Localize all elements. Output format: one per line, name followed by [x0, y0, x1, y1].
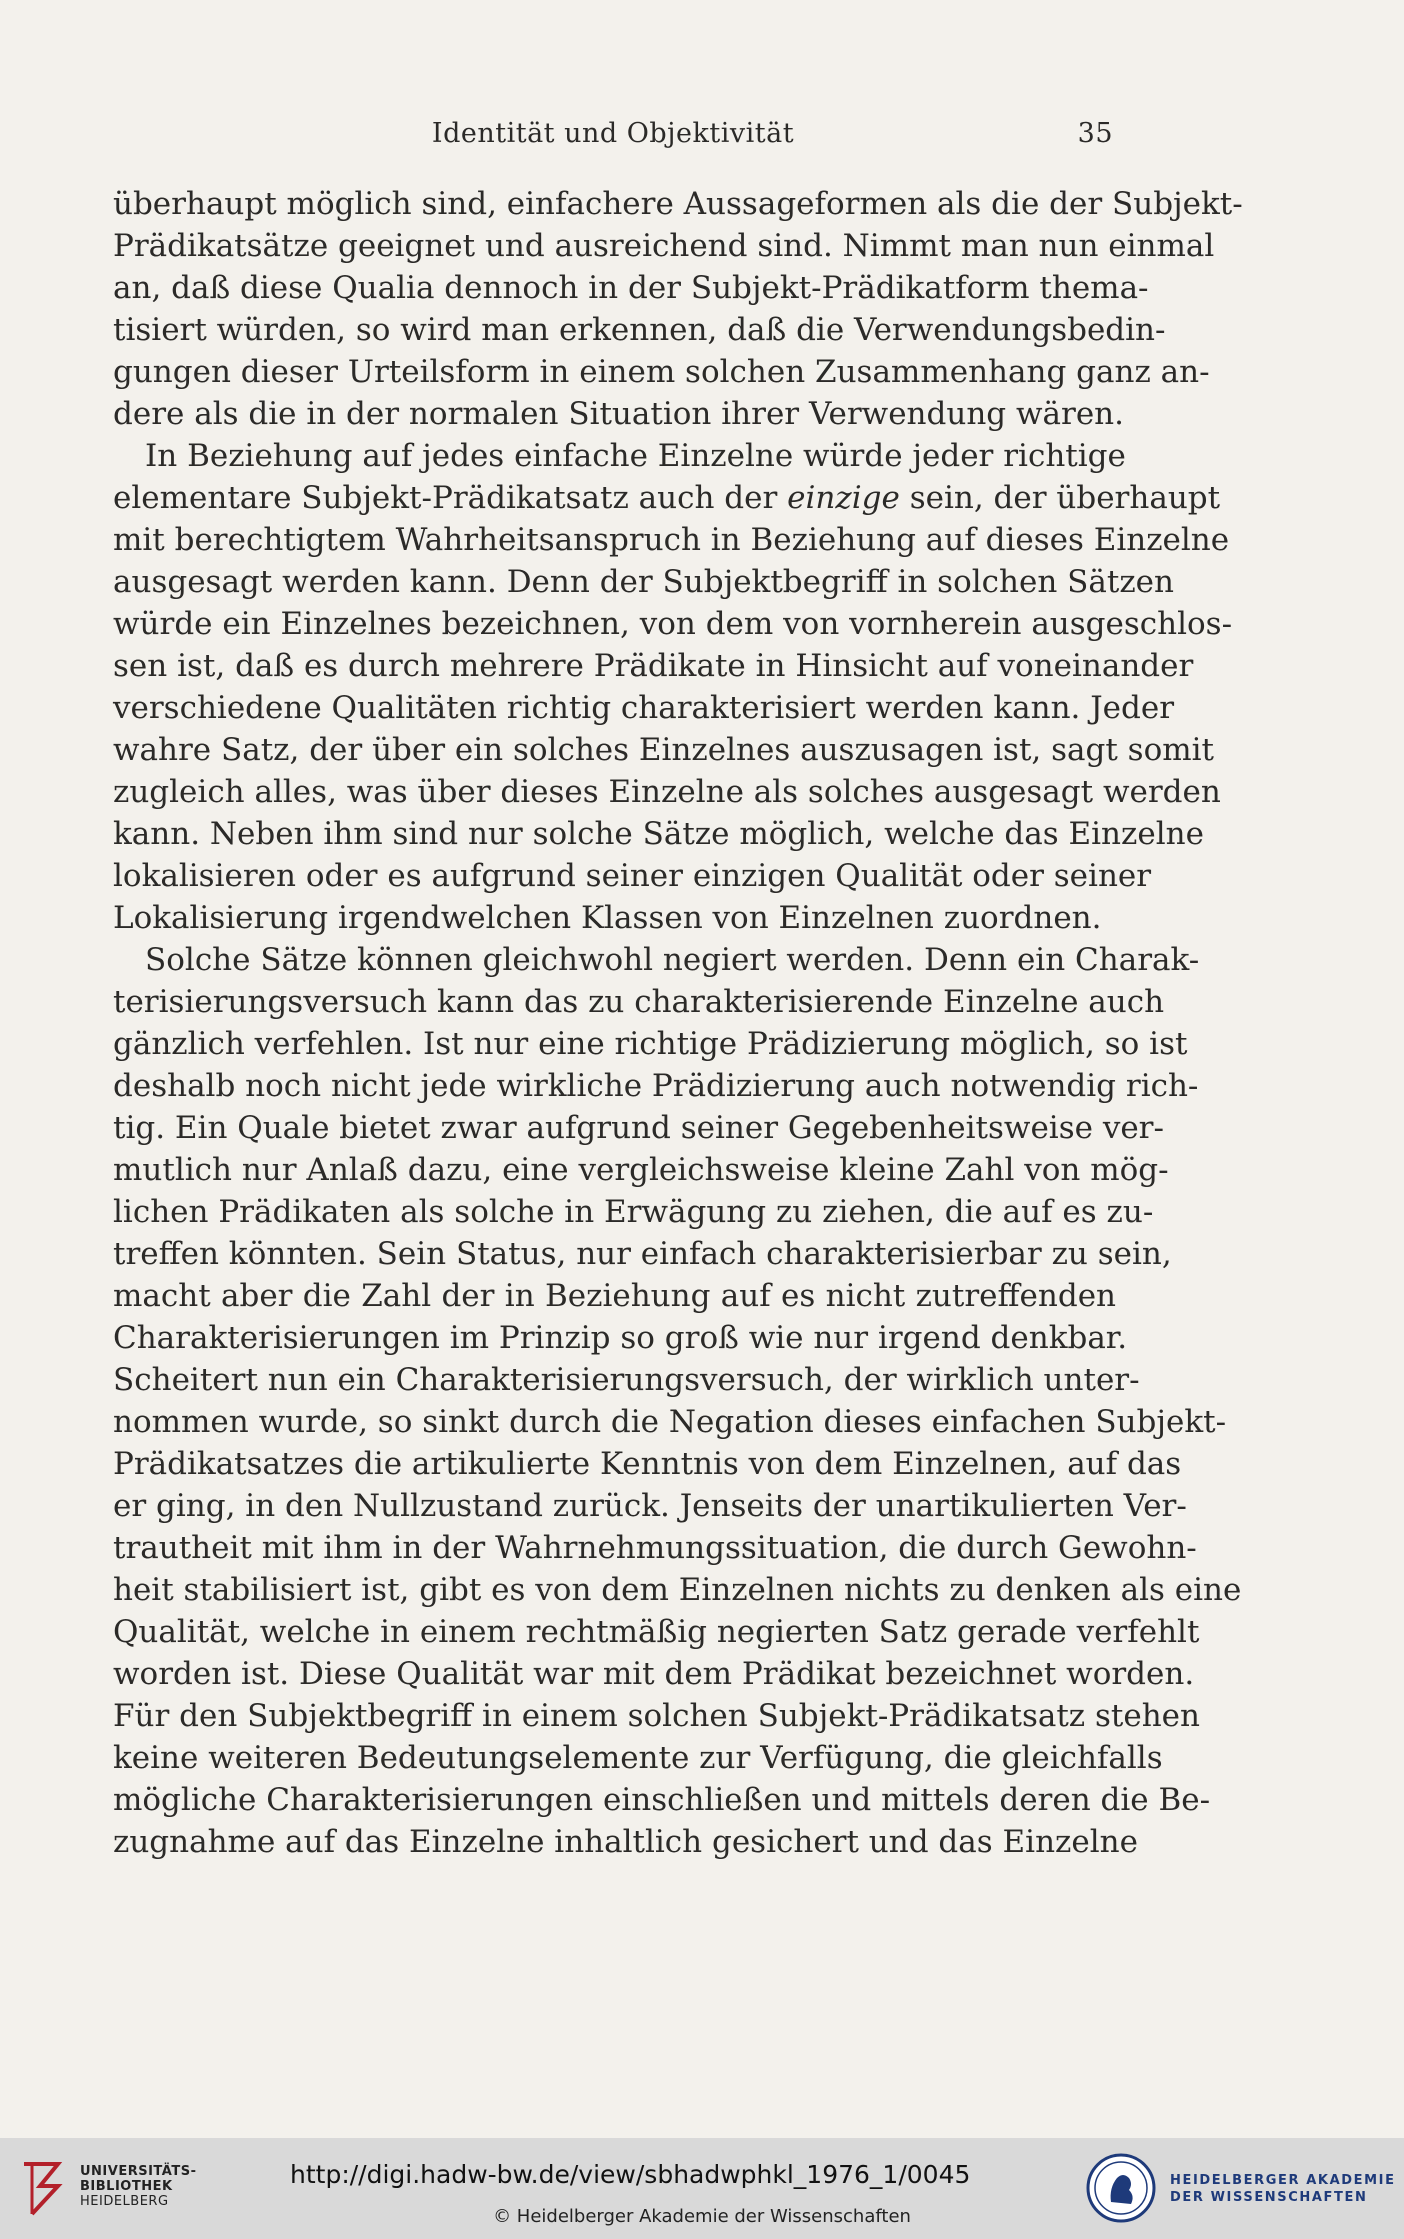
- running-head-title: Identität und Objektivität: [431, 118, 795, 149]
- text-line: treffen könnten. Sein Status, nur einfach charakterisierbar zu sein,: [113, 1236, 1172, 1272]
- text-line: mit berechtigtem Wahrheitsanspruch in Beziehung auf dieses Einzelne: [113, 522, 1230, 558]
- text-line: überhaupt möglich sind, einfachere Aussageformen als die der Subjekt-: [113, 186, 1243, 222]
- text-line: lokalisieren oder es aufgrund seiner einzigen Qualität oder seiner: [113, 858, 1152, 894]
- academy-name-line: HEIDELBERGER AKADEMIE: [1170, 2173, 1396, 2188]
- text-line: keine weiteren Bedeutungselemente zur Verfügung, die gleichfalls: [113, 1740, 1163, 1776]
- text-line: lichen Prädikaten als solche in Erwägung zu ziehen, die auf es zu-: [113, 1194, 1154, 1230]
- text-line: zugleich alles, was über dieses Einzelne als solches ausgesagt werden: [113, 774, 1221, 810]
- text-line: wahre Satz, der über ein solches Einzelnes auszusagen ist, sagt somit: [113, 732, 1215, 768]
- body-text: [113, 183, 1243, 1863]
- academy-seal-icon: [1085, 2152, 1157, 2224]
- text-line: In Beziehung auf jedes einfache Einzelne würde jeder richtige: [145, 438, 1126, 474]
- text-line: Charakterisierungen im Prinzip so groß wie nur irgend denkbar.: [113, 1320, 1128, 1356]
- university-library-name: [80, 2164, 196, 2209]
- text-line: tig. Ein Quale bietet zwar aufgrund seiner Gegebenheitsweise ver-: [113, 1110, 1164, 1146]
- library-name-line: BIBLIOTHEK: [80, 2179, 173, 2194]
- academy-name-line: DER WISSENSCHAFTEN: [1170, 2190, 1368, 2205]
- text-line: Scheitert nun ein Charakterisierungsversuch, der wirklich unter-: [113, 1362, 1140, 1398]
- library-name-line: UNIVERSITÄTS-: [80, 2164, 197, 2179]
- text-line: heit stabilisiert ist, gibt es von dem Einzelnen nichts zu denken als eine: [113, 1572, 1242, 1608]
- text-line: worden ist. Diese Qualität war mit dem Prädikat bezeichnet worden.: [113, 1656, 1195, 1692]
- library-name-line: HEIDELBERG: [80, 2194, 169, 2209]
- text-line: trautheit mit ihm in der Wahrnehmungssituation, die durch Gewohn-: [113, 1530, 1197, 1566]
- page-number: 35: [1077, 118, 1113, 149]
- text-line: an, daß diese Qualia dennoch in der Subjekt-Prädikatform thema-: [113, 270, 1149, 306]
- text-line: verschiedene Qualitäten richtig charakterisiert werden kann. Jeder: [113, 690, 1175, 726]
- text-line: elementare Subjekt-Prädikatsatz auch der einzige sein, der überhaupt: [113, 480, 1221, 516]
- text-line: Lokalisierung irgendwelchen Klassen von Einzelnen zuordnen.: [113, 900, 1102, 936]
- permalink-url[interactable]: http://digi.hadw-bw.de/view/sbhadwphkl_1976_1/0045: [290, 2160, 971, 2189]
- text-line: kann. Neben ihm sind nur solche Sätze möglich, welche das Einzelne: [113, 816, 1204, 852]
- text-line: Prädikatsatzes die artikulierte Kenntnis von dem Einzelnen, auf das: [113, 1446, 1182, 1482]
- emphasized-word: einzige: [787, 480, 900, 516]
- text-line: dere als die in der normalen Situation ihrer Verwendung wären.: [113, 396, 1124, 432]
- running-head: [113, 118, 1113, 158]
- text-line: Qualität, welche in einem rechtmäßig negierten Satz gerade verfehlt: [113, 1614, 1200, 1650]
- text-line: gänzlich verfehlen. Ist nur eine richtige Prädizierung möglich, so ist: [113, 1026, 1188, 1062]
- text-line: gungen dieser Urteilsform in einem solchen Zusammenhang ganz an-: [113, 354, 1210, 390]
- text-line: sen ist, daß es durch mehrere Prädikate in Hinsicht auf voneinander: [113, 648, 1194, 684]
- text-line: zugnahme auf das Einzelne inhaltlich gesichert und das Einzelne: [113, 1824, 1138, 1860]
- text-line: Solche Sätze können gleichwohl negiert werden. Denn ein Charak-: [145, 942, 1200, 978]
- text-line: mögliche Charakterisierungen einschließen und mittels deren die Be-: [113, 1782, 1211, 1818]
- text-line: mutlich nur Anlaß dazu, eine vergleichsweise kleine Zahl von mög-: [113, 1152, 1169, 1188]
- academy-name: [1170, 2172, 1396, 2206]
- text-line: er ging, in den Nullzustand zurück. Jenseits der unartikulierten Ver-: [113, 1488, 1187, 1524]
- viewer-footer: [0, 2138, 1404, 2239]
- text-line: Prädikatsätze geeignet und ausreichend sind. Nimmt man nun einmal: [113, 228, 1215, 264]
- text-line: würde ein Einzelnes bezeichnen, von dem von vornherein ausgeschlos-: [113, 606, 1233, 642]
- text-line: ausgesagt werden kann. Denn der Subjektbegriff in solchen Sätzen: [113, 564, 1174, 600]
- text-line: terisierungsversuch kann das zu charakterisierende Einzelne auch: [113, 984, 1165, 1020]
- text-line: macht aber die Zahl der in Beziehung auf es nicht zutreffenden: [113, 1278, 1116, 1314]
- text-line: Für den Subjektbegriff in einem solchen Subjekt-Prädikatsatz stehen: [113, 1698, 1200, 1734]
- copyright-notice: © Heidelberger Akademie der Wissenschaften: [493, 2206, 911, 2227]
- text-line: tisiert würden, so wird man erkennen, daß die Verwendungsbedin-: [113, 312, 1166, 348]
- text-line: nommen wurde, so sinkt durch die Negation dieses einfachen Subjekt-: [113, 1404, 1227, 1440]
- text-line: deshalb noch nicht jede wirkliche Prädizierung auch notwendig rich-: [113, 1068, 1199, 1104]
